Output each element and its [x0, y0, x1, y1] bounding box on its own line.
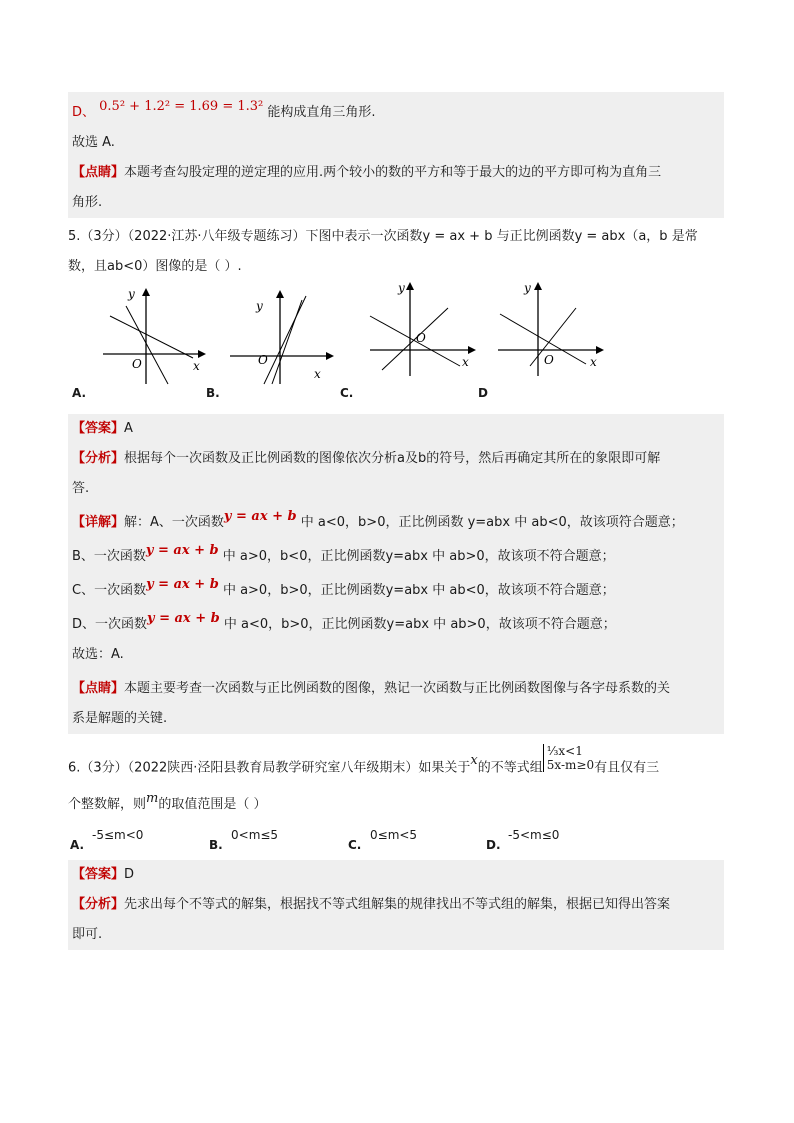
- q6-option-d-text[interactable]: -5<m≤0: [508, 828, 560, 842]
- q5-comment: 本题主要考查一次函数与正比例函数的图像，熟记一次函数与正比例函数图像与各字母系数的关: [124, 681, 671, 696]
- q6-analysis-cont: 即可.: [72, 927, 103, 942]
- q5-detail-d-post: 中 a<0，b>0，正比例函数y=abx 中 ab>0，故该项不符合题意；: [223, 617, 616, 632]
- page-content: [68, 92, 724, 950]
- graph-c-x-label: x: [462, 355, 469, 369]
- q6-option-d-label[interactable]: D.: [486, 838, 501, 852]
- q5-answer-tag: 【答案】: [72, 421, 125, 436]
- q5-comment-cont: 系是解题的关键.: [72, 711, 168, 726]
- q5-detail-b-formula: y = ax + b: [145, 543, 219, 558]
- q5-detail-a-formula: y = ax + b: [223, 509, 297, 524]
- graph-a: [98, 286, 208, 386]
- q6-stem-pre: 6.（3分）（2022陕西·泾阳县教育局教学研究室八年级期末）如果关于: [68, 760, 471, 776]
- q6-stem-2-post: 的取值范围是（ ）: [158, 797, 267, 812]
- q5-stem-line-2: 数，且ab<0）图像的是（ ）.: [68, 259, 242, 274]
- graph-b-x-label: x: [314, 367, 321, 381]
- q5-detail-c-post: 中 a>0，b>0，正比例函数y=abx 中 ab<0，故该项不符合题意；: [222, 583, 615, 598]
- q6-ineq-2: 5x-m≥0: [546, 758, 595, 772]
- q6-stem-post: 有且仅有三: [594, 760, 660, 776]
- graph-c: [368, 280, 478, 380]
- graph-a-x-label: x: [193, 359, 200, 373]
- q5-analysis-cont: 答.: [72, 481, 90, 496]
- q5-choose: 故选：A.: [72, 647, 124, 662]
- graph-c-origin: O: [416, 331, 426, 345]
- q6-var-m: m: [146, 791, 159, 806]
- q5-detail-a-pre: 解：A、一次函数: [124, 515, 224, 530]
- graph-b-label[interactable]: B.: [206, 386, 220, 400]
- q6-answer-tag: 【答案】: [72, 867, 125, 882]
- d-prefix: D、: [72, 105, 96, 120]
- q5-graph-options: [68, 281, 724, 404]
- q5-detail-a-post: 中 a<0，b>0，正比例函数 y=abx 中 ab<0，故该项符合题意；: [300, 515, 684, 530]
- graph-b: [228, 286, 338, 386]
- q6-analysis: 先求出每个不等式的解集，根据找不等式组解集的规律找出不等式组的解集，根据已知得出答案: [124, 897, 671, 912]
- d-formula: 0.5² + 1.2² = 1.69 = 1.3²: [99, 99, 264, 114]
- q5-answer: A: [124, 421, 133, 436]
- q4-choose: 故选 A.: [72, 135, 115, 150]
- graph-d-y-label: y: [524, 281, 531, 295]
- q5-analysis: 根据每个一次函数及正比例函数的图像依次分析a及b的符号，然后再确定其所在的象限即可解: [124, 451, 661, 466]
- q6-option-a-text[interactable]: -5≤m<0: [92, 828, 144, 842]
- q6-stem-mid: 的不等式组: [477, 760, 543, 776]
- graph-a-y-label: y: [128, 287, 135, 301]
- q6-option-a-label[interactable]: A.: [70, 838, 85, 852]
- q5-detail-tag: 【详解】: [72, 515, 125, 530]
- q4-solution-block: [68, 92, 724, 218]
- q5-detail-b-post: 中 a>0，b<0，正比例函数y=abx 中 ab>0，故该项不符合题意；: [222, 549, 615, 564]
- q6-option-b-text[interactable]: 0<m≤5: [231, 828, 279, 842]
- q5-solution-block: [68, 414, 724, 734]
- q5-detail-b-pre: B、一次函数: [72, 549, 146, 564]
- graph-c-label[interactable]: C.: [340, 386, 354, 400]
- q5-detail-d-formula: y = ax + b: [147, 611, 220, 626]
- q6-analysis-tag: 【分析】: [72, 897, 125, 912]
- graph-d-label[interactable]: D: [478, 386, 488, 400]
- graph-d-x-label: x: [590, 355, 597, 369]
- q5-analysis-tag: 【分析】: [72, 451, 125, 466]
- q5-stem-line-1: 5.（3分）（2022·江苏·八年级专题练习）下图中表示一次函数y = ax + b 与正比例函数y = abx（a，b 是常: [68, 229, 698, 244]
- graph-b-y-label: y: [256, 299, 263, 313]
- graph-d-origin: O: [544, 353, 554, 367]
- d-suffix: 能构成直角三角形.: [267, 105, 376, 120]
- graph-c-y-label: y: [398, 281, 405, 295]
- graph-a-origin: O: [132, 357, 142, 371]
- q5-comment-tag: 【点睛】: [72, 681, 125, 696]
- q6-stem-line-1: [68, 734, 724, 788]
- q4-comment-text-cont: 角形.: [72, 195, 103, 210]
- graph-a-label[interactable]: A.: [72, 386, 87, 400]
- graph-b-origin: O: [258, 353, 268, 367]
- q6-option-c-text[interactable]: 0≤m<5: [370, 828, 418, 842]
- q6-answer: D: [124, 867, 135, 882]
- q6-solution-block: [68, 860, 724, 950]
- q6-options: [68, 828, 724, 854]
- q6-option-c-label[interactable]: C.: [348, 838, 362, 852]
- q5-detail-c-formula: y = ax + b: [146, 577, 219, 592]
- q6-inequality-system: [543, 744, 594, 772]
- q6-var-x: x: [470, 752, 478, 768]
- q6-stem-2-pre: 个整数解，则: [68, 797, 147, 812]
- q6-option-b-label[interactable]: B.: [209, 838, 223, 852]
- q5-detail-d-pre: D、一次函数: [72, 617, 148, 632]
- q5-detail-c-pre: C、一次函数: [72, 583, 147, 598]
- graph-d: [496, 280, 606, 380]
- q4-comment-text: 本题考查勾股定理的逆定理的应用.两个较小的数的平方和等于最大的边的平方即可构为直角三: [124, 165, 662, 180]
- q4-comment-tag: 【点睛】: [72, 165, 125, 180]
- q6-ineq-1: ⅓x<1: [546, 744, 583, 758]
